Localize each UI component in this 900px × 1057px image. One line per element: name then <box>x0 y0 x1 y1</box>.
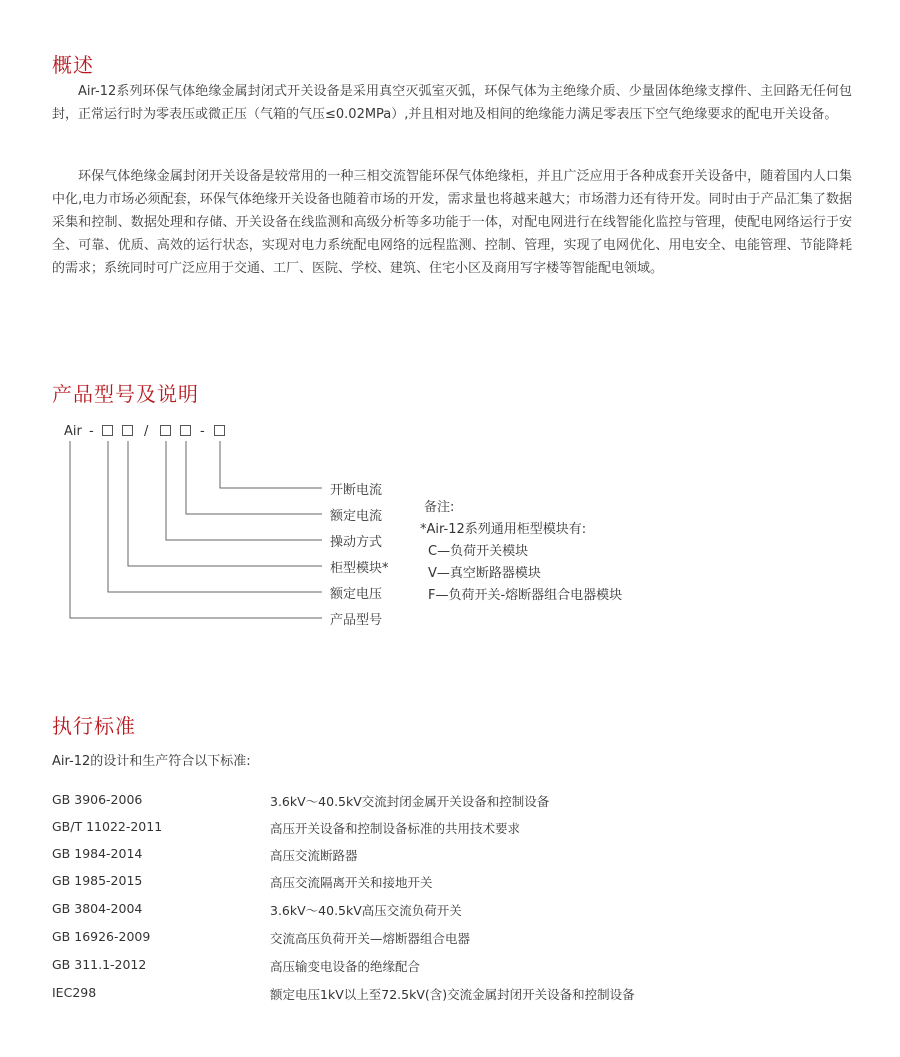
standard-row <box>0 873 900 893</box>
model-label-rated-voltage: 额定电压 <box>330 587 383 602</box>
standard-name: 高压交流隔离开关和接地开关 <box>270 875 433 890</box>
standard-name: 交流高压负荷开关—熔断器组合电器 <box>270 931 471 946</box>
standard-code: GB 1984-2014 <box>52 846 143 861</box>
model-slash: / <box>144 424 149 439</box>
standard-name: 高压交流断路器 <box>270 848 358 863</box>
standard-name: 高压输变电设备的绝缘配合 <box>270 959 421 974</box>
standard-row <box>0 985 900 1005</box>
note-line: V—真空断路器模块 <box>428 566 541 581</box>
standard-code: IEC298 <box>52 985 97 1000</box>
standard-name: 3.6kV～40.5kV交流封闭金属开关设备和控制设备 <box>270 794 550 809</box>
standard-code: GB 1985-2015 <box>52 873 143 888</box>
standard-code: GB/T 11022-2011 <box>52 819 163 834</box>
model-prefix: Air <box>64 424 82 439</box>
note-title: 备注: <box>424 500 455 515</box>
overview-paragraph-1: Air-12系列环保气体绝缘金属封闭式开关设备是采用真空灭弧室灭弧，环保气体为主绝缘介质、少量固体绝缘支撑件、主回路无任何包封，正常运行时为零表压或微正压（气箱的气压≤0.02MPa）,并且相对地及相间的绝缘能力满足零表压下空气绝缘要求的配电开关设备。 <box>52 84 852 122</box>
standard-name: 高压开关设备和控制设备标准的共用技术要求 <box>270 821 521 836</box>
standard-row <box>0 957 900 977</box>
note-line: *Air-12系列通用柜型模块有: <box>420 522 587 537</box>
standard-row <box>0 819 900 839</box>
note-line: F—负荷开关-熔断器组合电器模块 <box>428 588 623 603</box>
standard-row <box>0 792 900 812</box>
standard-code: GB 16926-2009 <box>52 929 151 944</box>
model-dash: - <box>200 424 205 439</box>
model-label-product-model: 产品型号 <box>330 613 383 628</box>
standard-row <box>0 929 900 949</box>
standard-row <box>0 901 900 921</box>
standard-row <box>0 846 900 866</box>
standards-intro: Air-12的设计和生产符合以下标准: <box>52 754 251 769</box>
standard-code: GB 311.1-2012 <box>52 957 147 972</box>
standard-name: 3.6kV～40.5kV高压交流负荷开关 <box>270 903 462 918</box>
model-label-rated-current: 额定电流 <box>330 509 383 524</box>
model-label-breaking-current: 开断电流 <box>330 483 383 498</box>
standard-name: 额定电压1kV以上至72.5kV(含)交流金属封闭开关设备和控制设备 <box>270 987 635 1002</box>
model-dash: - <box>89 424 94 439</box>
overview-paragraph-2: 环保气体绝缘金属封闭开关设备是较常用的一种三相交流智能环保气体绝缘柜，并且广泛应用于各种成套开关设备中，随着国内人口集中化,电力市场必须配套，环保气体绝缘开关设备也随着市场的开发，需求量也将越来越大；市场潜力还有待开发。同时由于产品汇集了数据采集和控制、数据处理和存储、开关设备在线监测和高级分析等多功能于一体，对配电网进行在线智能化监控与管理，使配电网络运行于安全、可靠、优质、高效的运行状态，实现对电力系统配电网络的远程监测、控制、管理，实现了电网优化、用电安全、电能管理、节能降耗的需求；系统同时可广泛应用于交通、工厂、医院、学校、建筑、住宅小区及商用写字楼等智能配电领域。 <box>52 169 852 276</box>
standard-code: GB 3906-2006 <box>52 792 143 807</box>
note-line: C—负荷开关模块 <box>428 544 529 559</box>
model-heading: 产品型号及说明 <box>52 382 199 406</box>
standard-code: GB 3804-2004 <box>52 901 143 916</box>
overview-heading: 概述 <box>52 53 94 77</box>
standards-heading: 执行标准 <box>52 714 136 738</box>
model-label-operation: 操动方式 <box>330 535 383 550</box>
model-label-cabinet-type: 柜型模块* <box>330 561 389 576</box>
